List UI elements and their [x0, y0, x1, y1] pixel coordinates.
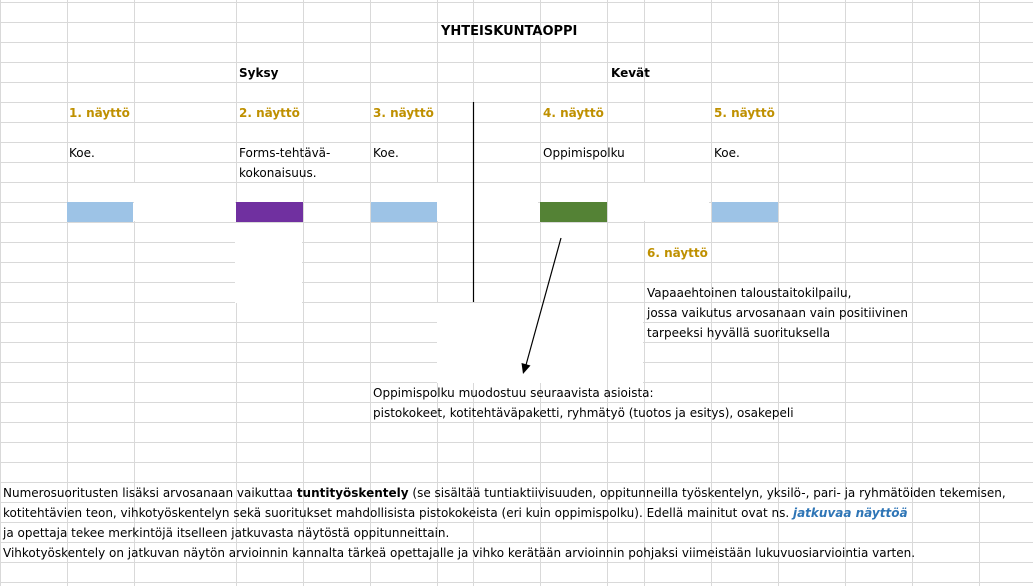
naytto-2-desc: Forms-tehtävä- — [239, 146, 331, 160]
footer-line-3: ja opettaja tekee merkintöjä itselleen jatkuvasta näytöstä oppitunneittain. — [3, 526, 450, 540]
oppimispolku-note-line2: pistokokeet, kotitehtäväpaketti, ryhmätyö (tuotos ja esitys), osakepeli — [373, 406, 794, 420]
season-spring: Kevät — [611, 66, 650, 80]
naytto-1-desc: Koe. — [69, 146, 95, 160]
naytto-6-desc-line1: Vapaaehtoinen taloustaitokilpailu, — [647, 286, 852, 300]
footer-line-2-text: kotitehtävien teon, vihkotyöskentelyn sekä suoritukset mahdollisista pistokokeista (eri kuin oppimispolku). Edellä mainitut ovat ns. — [3, 506, 793, 520]
naytto-6-label: 6. näyttö — [647, 246, 708, 260]
footer-line-1-text: Numerosuoritusten lisäksi arvosanaan vaikuttaa — [3, 486, 297, 500]
naytto-3-label: 3. näyttö — [373, 106, 434, 120]
footer-line-1-rest: (se sisältää tuntiaktiivisuuden, oppitunneilla työskentelyn, yksilö-, pari- ja ryhmätöiden tekemisen, — [408, 486, 1006, 500]
sheet-title: YHTEISKUNTAOPPI — [441, 24, 578, 39]
oppimispolku-arrow-line — [526, 238, 561, 365]
footer-line-4: Vihkotyöskentely on jatkuvan näytön arvioinnin kannalta tärkeä opettajalle ja vihko kerätään arvioinnin pohjaksi viimeistään lukuvuosiarviointia varten. — [3, 546, 916, 560]
naytto-4-desc: Oppimispolku — [543, 146, 625, 160]
naytto-6-desc-line2: jossa vaikutus arvosanaan vain positiivinen — [647, 306, 908, 320]
footer-line-2 — [3, 506, 908, 521]
season-autumn: Syksy — [239, 66, 279, 80]
naytto-5-label: 5. näyttö — [714, 106, 775, 120]
naytto-5-desc: Koe. — [714, 146, 740, 160]
naytto-3-desc: Koe. — [373, 146, 399, 160]
footer-jatkuvaa-nayttoa: jatkuvaa näyttöä — [792, 506, 908, 520]
oppimispolku-arrow-head — [522, 363, 531, 374]
footer-tuntityoskentely: tuntityöskentely — [296, 486, 409, 500]
naytto-2-label: 2. näyttö — [239, 106, 300, 120]
oppimispolku-note-line1: Oppimispolku muodostuu seuraavista asioista: — [373, 386, 654, 400]
naytto-1-label: 1. näyttö — [69, 106, 130, 120]
naytto-4-label: 4. näyttö — [543, 106, 604, 120]
naytto-2-desc-cont: kokonaisuus. — [239, 166, 317, 180]
naytto-6-desc-line3: tarpeeksi hyvällä suorituksella — [647, 326, 831, 340]
footer-line-1 — [3, 486, 1006, 501]
